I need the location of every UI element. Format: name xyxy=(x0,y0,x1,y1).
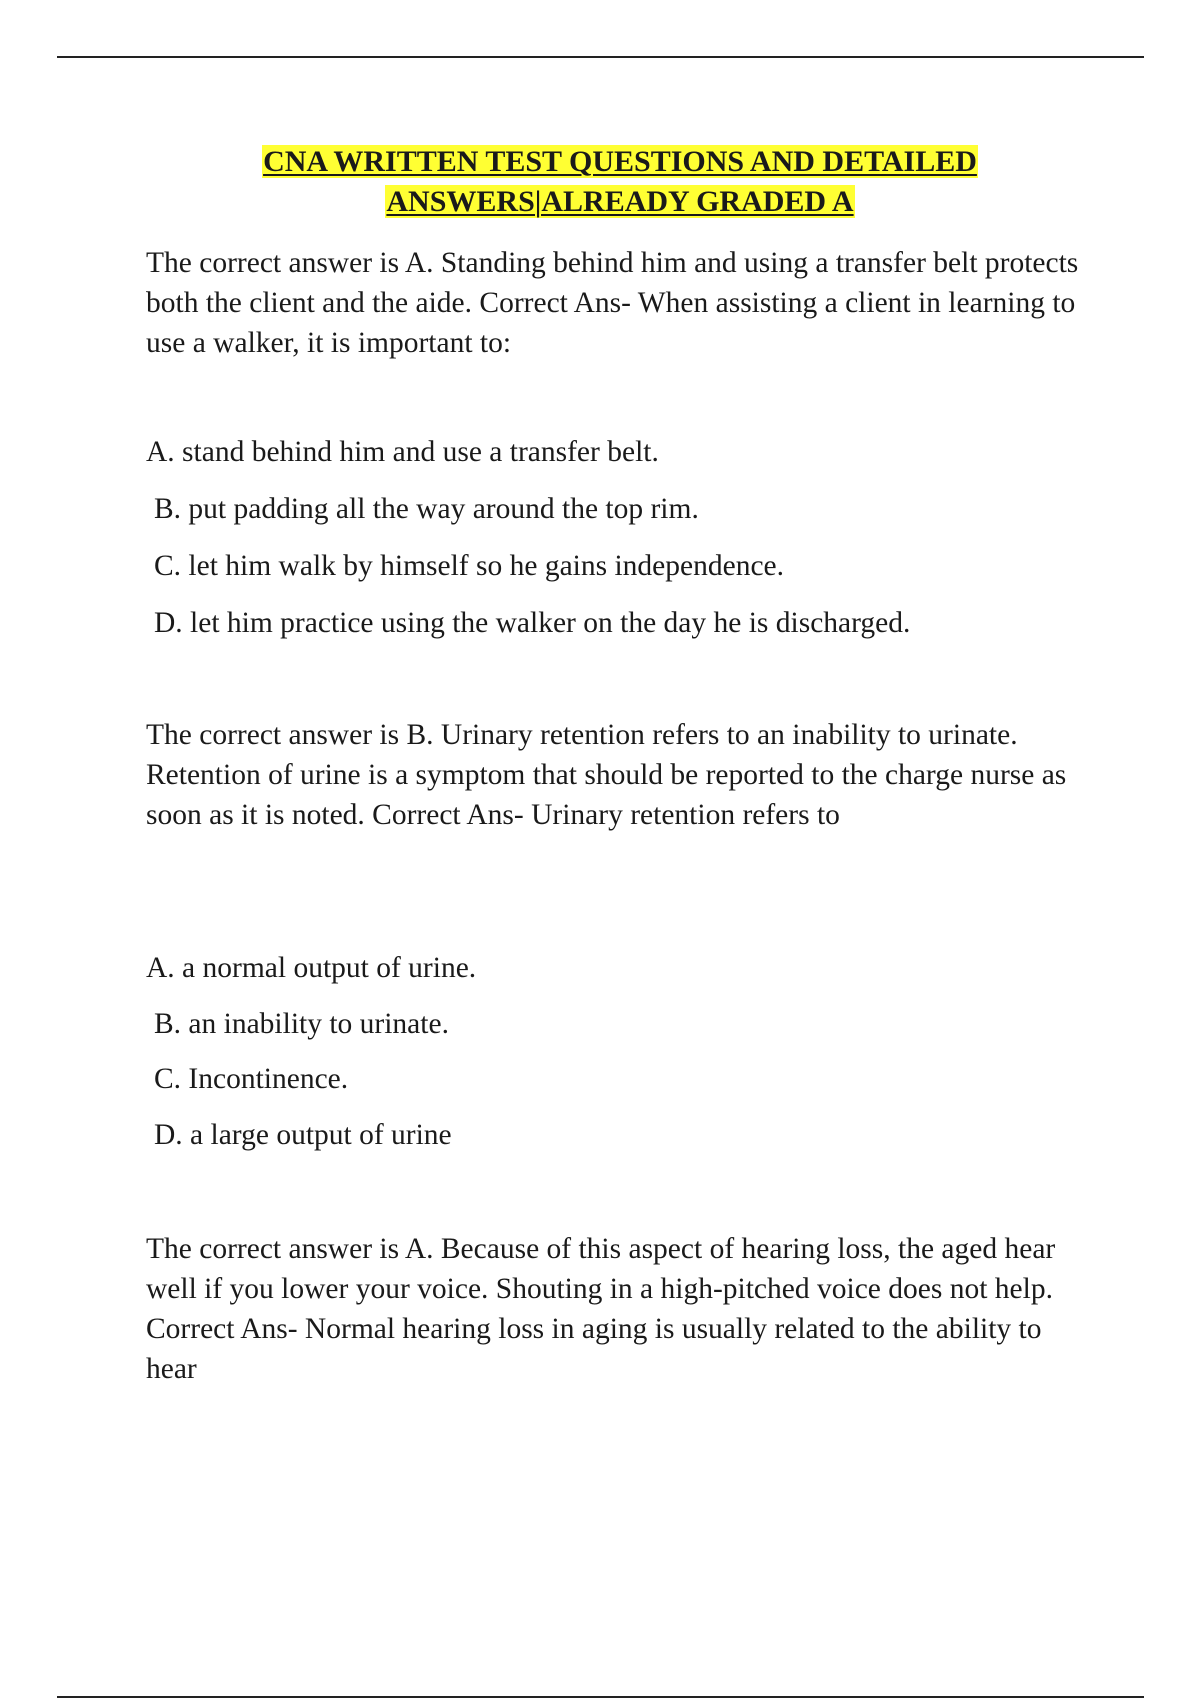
top-rule xyxy=(57,56,1144,58)
question-2-option-a: A. a normal output of urine. xyxy=(146,952,477,984)
bottom-rule xyxy=(57,1696,1144,1698)
document-title xyxy=(0,142,1200,222)
question-2-text: The correct answer is B. Urinary retention refers to an inability to urinate. Retention of urine is a symptom that should be reported to the charge nurse as soon as it is noted. Correct Ans- Urinary retention refers to xyxy=(146,719,1067,831)
question-1-option-d: D. let him practice using the walker on the day he is discharged. xyxy=(154,607,911,639)
question-3-text: The correct answer is A. Because of this aspect of hearing loss, the aged hear well if you lower your voice. Shouting in a high-pitched voice does not help. Correct Ans- Normal hearing loss in aging is usually related to the ability to hear xyxy=(146,1233,1056,1385)
question-1-option-b: B. put padding all the way around the top rim. xyxy=(154,493,699,525)
question-2-option-d: D. a large output of urine xyxy=(154,1119,452,1151)
question-1-text: The correct answer is A. Standing behind him and using a transfer belt protects both the client and the aide. Correct Ans- When assisting a client in learning to use a walker, it is important to: xyxy=(146,247,1079,359)
question-2-option-b: B. an inability to urinate. xyxy=(154,1008,449,1040)
question-2-option-c: C. Incontinence. xyxy=(154,1063,349,1095)
question-1-option-a: A. stand behind him and use a transfer belt. xyxy=(146,436,659,468)
title-line-2: ANSWERS|ALREADY GRADED A xyxy=(386,185,854,218)
question-1-option-c: C. let him walk by himself so he gains independence. xyxy=(154,550,785,582)
title-line-1: CNA WRITTEN TEST QUESTIONS AND DETAILED xyxy=(263,145,977,178)
